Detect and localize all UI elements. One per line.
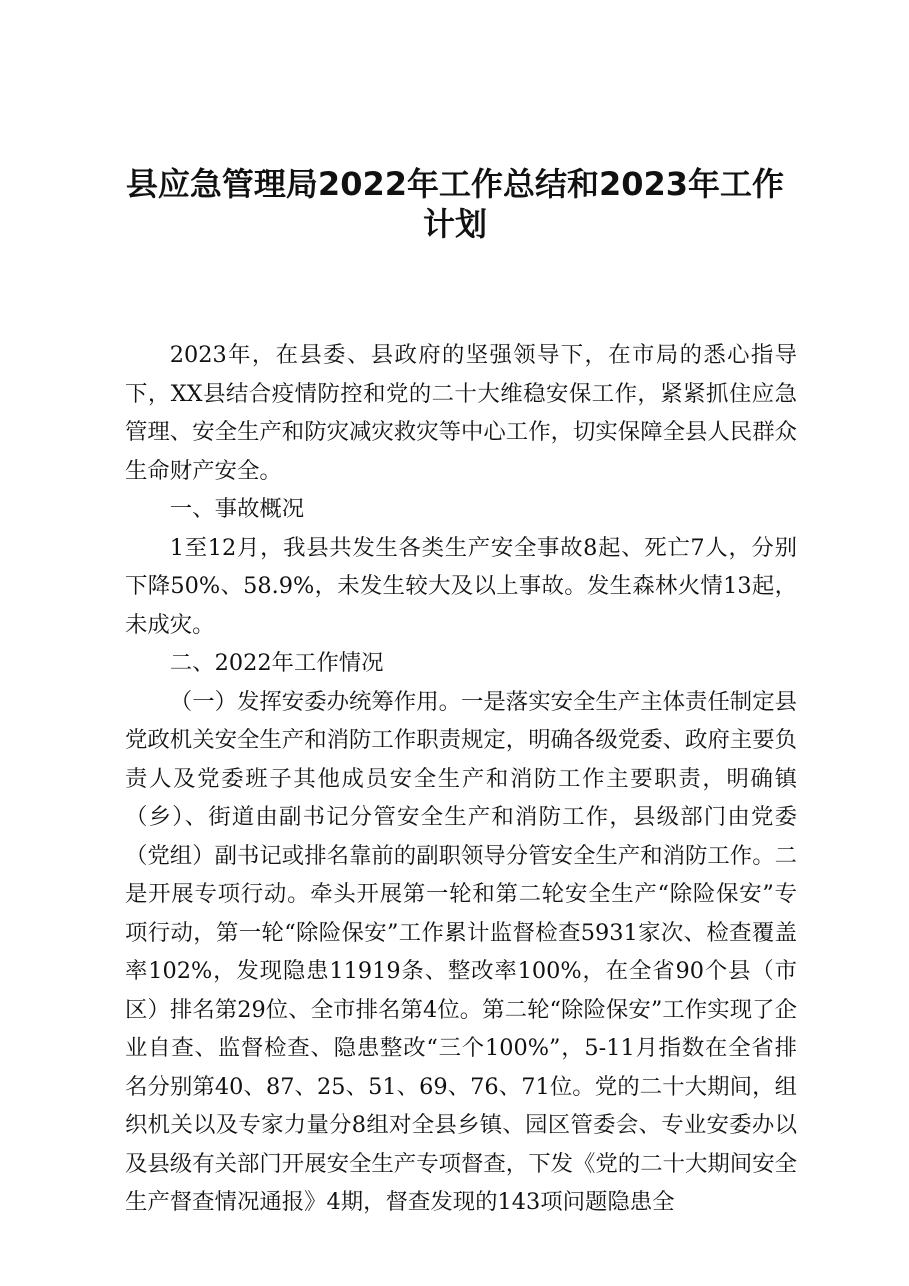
section-heading-work-2022: 二、2022年工作情况 — [169, 650, 384, 676]
section-heading-accidents: 一、事故概况 — [169, 496, 305, 522]
paragraph-intro: 2023年，在县委、县政府的坚强领导下，在市局的悉心指导下，XX县结合疫情防控和党的二十大维稳安保工作，紧紧抓住应急管理、安全生产和防灾减灾救灾等中心工作，切实保障全县人民群众生命财产安全。 — [125, 342, 797, 484]
document-title-line-2: 计划 — [422, 205, 487, 243]
paragraph-accidents: 1至12月，我县共发生各类生产安全事故8起、死亡7人，分别下降50%、58.9%，未发生较大及以上事故。发生森林火情13起，未成灾。 — [125, 534, 797, 638]
document-title-line-1: 县应急管理局2022年工作总结和2023年工作 — [125, 165, 785, 203]
paragraph-work-2022-part-1: （一）发挥安委办统筹作用。一是落实安全生产主体责任制定县党政机关安全生产和消防工作职责规定，明确各级党委、政府主要负责人及党委班子其他成员安全生产和消防工作主要职责，明确镇（乡）、街道由副书记分管安全生产和消防工作，县级部门由党委（党组）副书记或排名靠前的副职领导分管安全生产和消防工作。二是开展专项行动。牵头开展第一轮和第二轮安全生产“除险保安”专项行动，第一轮“除险保安”工作累计监督检查5931家次、检查覆盖率102%，发现隐患11919条、整改率100%，在全省90个县（市区）排名第29位、全市排名第4位。第二轮“除险保安”工作实现了企业自查、监督检查、隐患整改“三个100%”，5-11月指数在全省排名分别第40、87、25、51、69、76、71位。党的二十大期间，组织机关以及专家力量分8组对全县乡镇、园区管委会、专业安委办以及县级有关部门开展安全生产专项督查，下发《党的二十大期间安全生产督查情况通报》4期，督查发现的143项问题隐患全 — [125, 688, 797, 1215]
document-body — [125, 336, 797, 1222]
